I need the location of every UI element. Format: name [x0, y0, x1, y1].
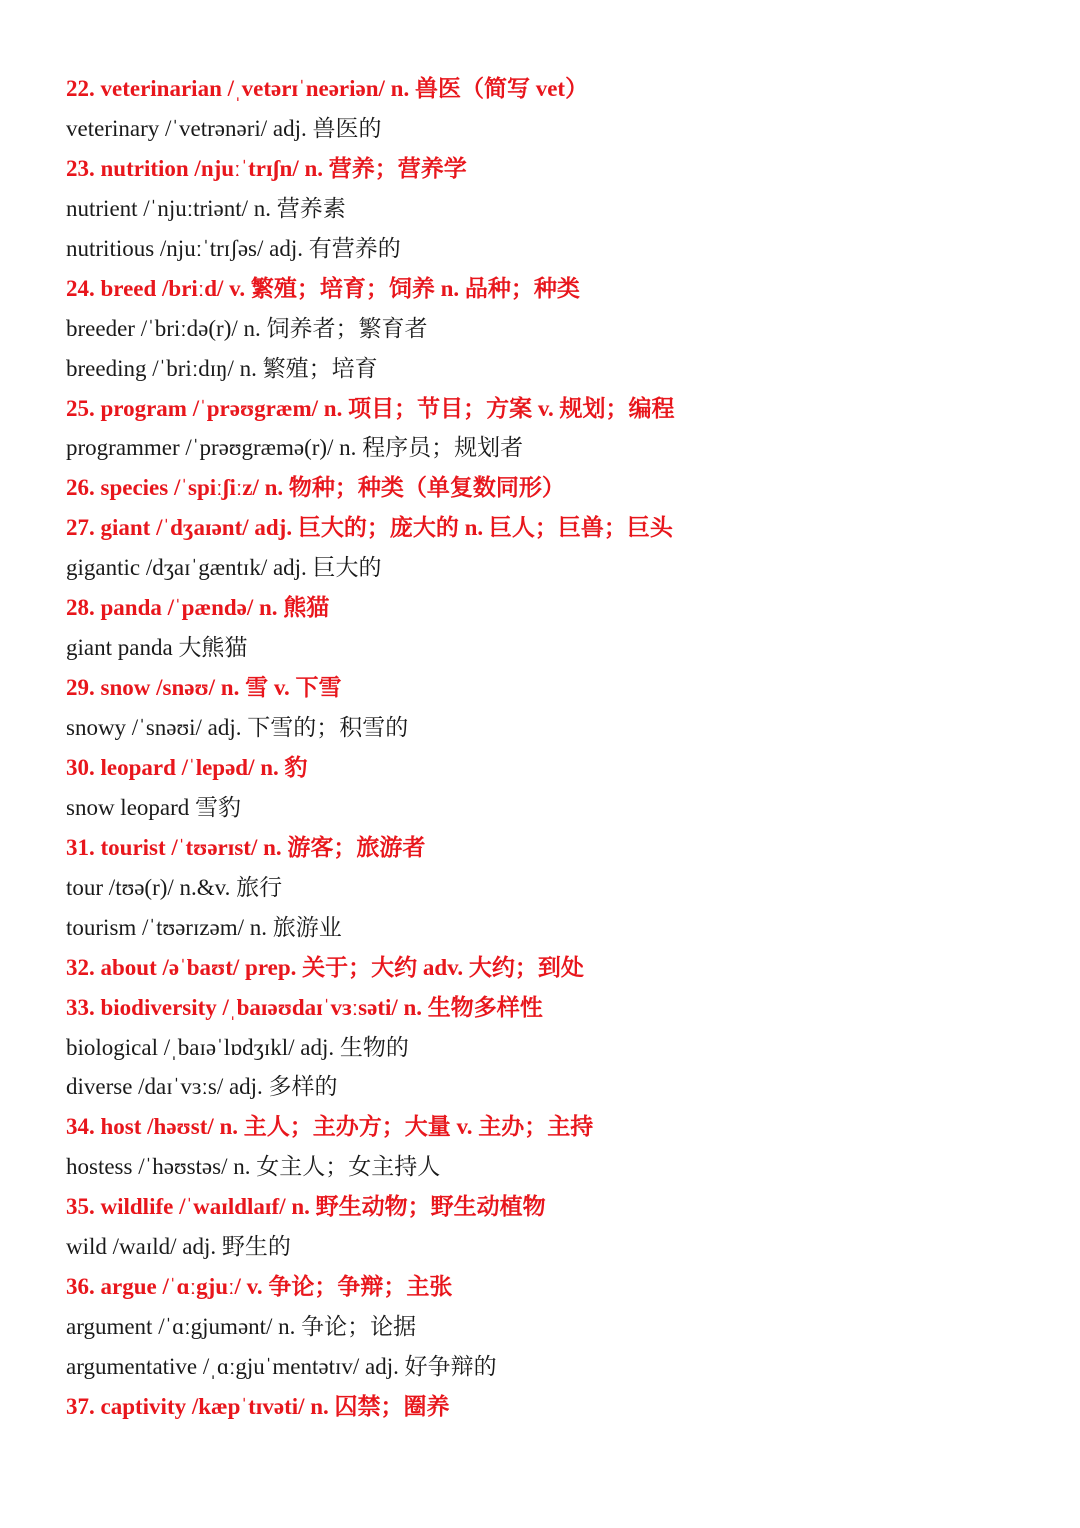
derivative-entry: nutrient /ˈnjuːtriənt/ n. 营养素: [66, 195, 346, 221]
derivative-entry: diverse /daɪˈvɜːs/ adj. 多样的: [66, 1074, 338, 1100]
headword-entry: 32. about /əˈbaʊt/ prep. 关于；大约 adv. 大约；到处: [66, 954, 584, 980]
headword-entry: 37. captivity /kæpˈtɪvəti/ n. 囚禁；圈养: [66, 1393, 450, 1419]
derivative-entry: biological /ˌbaɪəˈlɒdʒɪkl/ adj. 生物的: [66, 1034, 409, 1060]
headword-entry: 35. wildlife /ˈwaɪldlaɪf/ n. 野生动物；野生动植物: [66, 1194, 546, 1220]
derivative-entry: nutritious /njuːˈtrɪʃəs/ adj. 有营养的: [66, 235, 401, 261]
derivative-entry: snowy /ˈsnəʊi/ adj. 下雪的；积雪的: [66, 715, 409, 740]
derivative-entry: snow leopard 雪豹: [66, 794, 242, 820]
derivative-entry: hostess /ˈhəʊstəs/ n. 女主人；女主持人: [66, 1154, 441, 1180]
derivative-entry: argumentative /ˌɑːgjuˈmentətɪv/ adj. 好争辩的: [66, 1354, 497, 1379]
derivative-entry: tour /tʊə(r)/ n.&v. 旅行: [66, 874, 283, 900]
headword-entry: 30. leopard /ˈlepəd/ n. 豹: [66, 754, 308, 780]
derivative-entry: veterinary /ˈvetrənəri/ adj. 兽医的: [66, 115, 382, 141]
headword-entry: 22. veterinarian /ˌvetərɪˈneəriən/ n. 兽医（简写 vet）: [66, 76, 589, 101]
derivative-entry: breeder /ˈbriːdə(r)/ n. 饲养者；繁育者: [66, 315, 428, 341]
headword-entry: 28. panda /ˈpændə/ n. 熊猫: [66, 595, 330, 621]
headword-entry: 33. biodiversity /ˌbaɪəʊdaɪˈvɜːsəti/ n. 生物多样性: [66, 994, 543, 1020]
headword-entry: 27. giant /ˈdʒaɪənt/ adj. 巨大的；庞大的 n. 巨人；巨兽；巨头: [66, 515, 673, 541]
headword-entry: 34. host /həʊst/ n. 主人；主办方；大量 v. 主办；主持: [66, 1114, 594, 1140]
headword-entry: 36. argue /ˈɑːgjuː/ v. 争论；争辩；主张: [66, 1274, 453, 1300]
derivative-entry: wild /waɪld/ adj. 野生的: [66, 1234, 291, 1260]
vocabulary-list: [66, 69, 1040, 1427]
derivative-entry: gigantic /dʒaɪˈgæntɪk/ adj. 巨大的: [66, 555, 382, 581]
derivative-entry: argument /ˈɑːgjumənt/ n. 争论；论据: [66, 1314, 417, 1340]
derivative-entry: programmer /ˈprəʊgræmə(r)/ n. 程序员；规划者: [66, 435, 524, 461]
headword-entry: 23. nutrition /njuːˈtrɪʃn/ n. 营养；营养学: [66, 155, 467, 181]
headword-entry: 24. breed /briːd/ v. 繁殖；培育；饲养 n. 品种；种类: [66, 275, 580, 301]
derivative-entry: breeding /ˈbriːdɪŋ/ n. 繁殖；培育: [66, 355, 378, 381]
headword-entry: 31. tourist /ˈtʊərɪst/ n. 游客；旅游者: [66, 834, 426, 860]
headword-entry: 26. species /ˈspiːʃiːz/ n. 物种；种类（单复数同形）: [66, 475, 565, 501]
derivative-entry: tourism /ˈtʊərɪzəm/ n. 旅游业: [66, 914, 342, 940]
headword-entry: 29. snow /snəʊ/ n. 雪 v. 下雪: [66, 675, 342, 701]
derivative-entry: giant panda 大熊猫: [66, 635, 248, 661]
headword-entry: 25. program /ˈprəʊgræm/ n. 项目；节目；方案 v. 规划；编程: [66, 395, 675, 421]
